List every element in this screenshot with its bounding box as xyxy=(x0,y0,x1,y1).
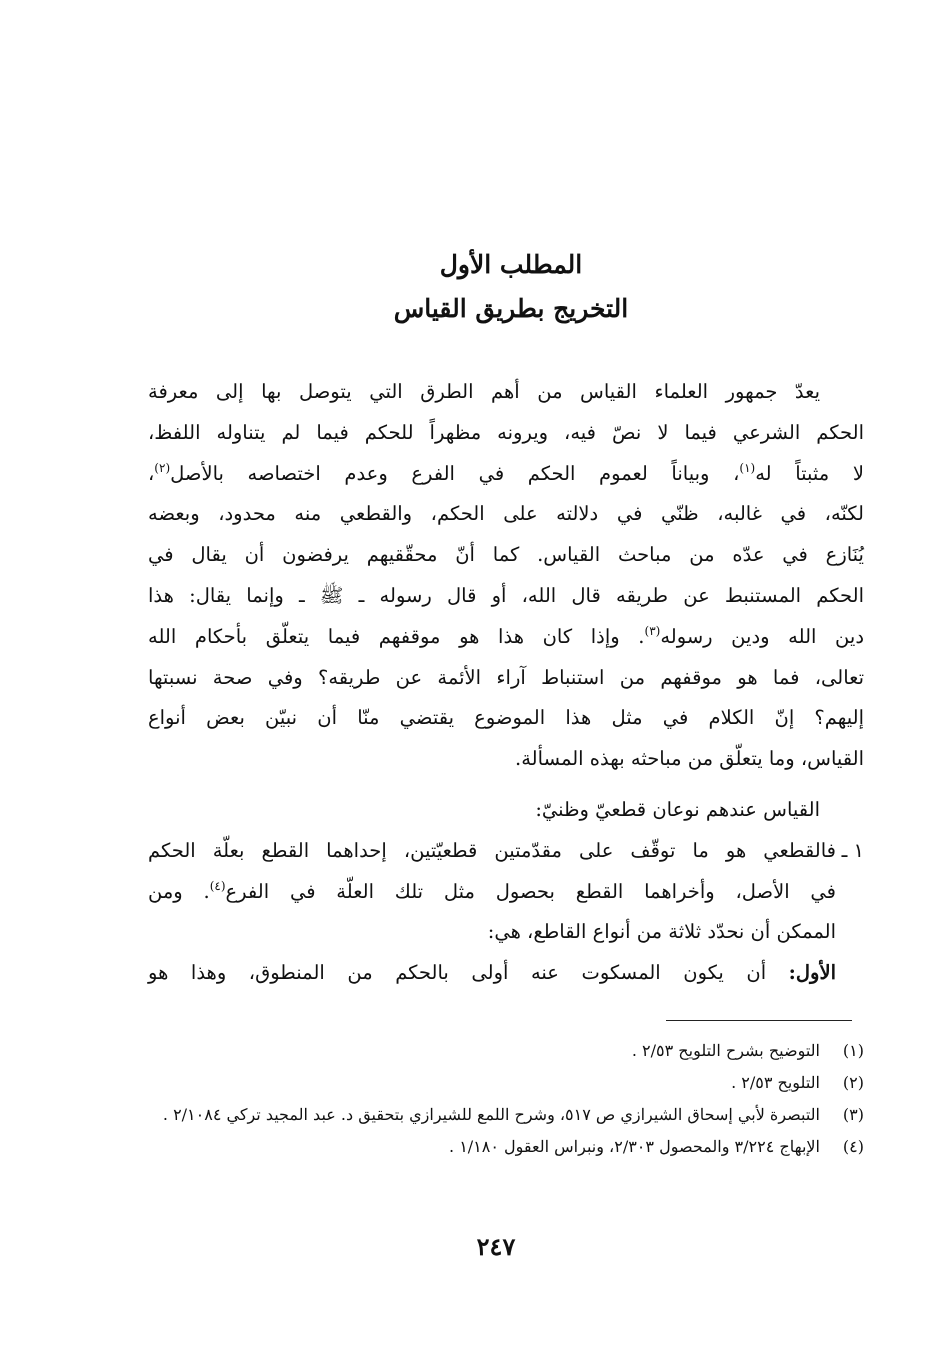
text-line: الممكن أن نحدّد ثلاثة من أنواع القاطع، هي: xyxy=(487,920,836,944)
footnote-ref[interactable]: (٢) xyxy=(154,460,171,475)
footnote-text: الإبهاج ٣/٢٢٤ والمحصول ٢/٣٠٣، ونبراس العقول ١/١٨٠ . xyxy=(449,1137,820,1156)
text-line: الحكم المستنبط عن طريقه قال الله، أو قال رسوله ـ ﷺ ـ وإنما يقال: هذا xyxy=(148,583,864,607)
text-line: القياس عندهم نوعان قطعيّ وظنيّ: xyxy=(535,797,820,821)
section-title: التخريج بطريق القياس xyxy=(393,294,629,323)
footnote-ref[interactable]: (١) xyxy=(739,460,756,475)
footnote-text: التوضيح بشرح التلويح ٢/٥٣ . xyxy=(631,1041,820,1060)
text-line: دين الله ودين رسوله$^{(٣)}$. وإذا كان هذا هو موقفهم فيما يتعلّق بأحكام الله xyxy=(148,623,865,648)
page-number: ٢٤٧ xyxy=(476,1232,516,1261)
footnote-ref[interactable]: (٤) xyxy=(209,878,226,893)
footnote-number: (٤) xyxy=(842,1137,864,1156)
footnote-text: التبصرة لأبي إسحاق الشيرازي ص ٥١٧، وشرح اللمع للشيرازي بتحقيق د. عبد المجيد تركي ٢/١٠٨٤ . xyxy=(162,1105,820,1124)
text-line: الحكم الشرعي فيما لا نصّ فيه، ويرونه مظهراً للحكم فيما لم يتناوله اللفظ، xyxy=(148,420,864,444)
body-text xyxy=(148,372,864,994)
footnote xyxy=(140,1067,864,1099)
paragraph-1 xyxy=(148,372,864,780)
text-line: الأول: أن يكون المسكوت عنه أولى بالحكم من المنطوق، وهذا هو xyxy=(148,961,836,985)
text-line: القياس، وما يتعلّق من مباحثه بهذه المسألة. xyxy=(515,747,864,771)
footnote-number: (٢) xyxy=(842,1073,864,1092)
footnote-number: (٣) xyxy=(842,1105,864,1124)
text-line: في الأصل، وأخراهما القطع بحصول مثل تلك العلّة في الفرع$^{(٤)}$. ومن xyxy=(148,878,836,903)
text-line: فالقطعي هو ما توقّف على مقدّمتين قطعيّتين، إحداهما القطع بعلّة الحكم xyxy=(148,838,836,862)
footnote xyxy=(140,1131,864,1163)
first-type-label: الأول: xyxy=(788,961,836,985)
section-heading: المطلب الأول xyxy=(439,250,583,279)
text-line: إليهم؟ إنّ الكلام في مثل هذا الموضوع يقتضي منّا أن نبيّن بعض أنواع xyxy=(148,706,864,730)
text-line: تعالى، فما هو موقفهم من استنباط آراء الأئمة عن طريقه؟ وفي صحة نسبتها xyxy=(148,665,864,689)
text-line: يُنَازع في عدّه من مباحث القياس. كما أنّ محقّقيهم يرفضون أن يقال في xyxy=(148,543,864,567)
list-item xyxy=(148,831,864,994)
footnote-text: التلويح ٢/٥٣ . xyxy=(731,1073,820,1092)
footnote xyxy=(140,1035,864,1067)
footnote-number: (١) xyxy=(842,1041,864,1060)
list-number: ١ ـ xyxy=(841,838,864,862)
text-line: لكنّه، في غالبه، ظنّي في دلالته على الحكم، والقطعي منه محدود، وبعضه xyxy=(148,502,864,526)
paragraph-2 xyxy=(148,790,864,831)
footnote xyxy=(140,1099,864,1131)
footnotes xyxy=(140,1035,864,1163)
footnote-ref[interactable]: (٣) xyxy=(644,623,661,638)
footnote-divider xyxy=(666,1020,852,1021)
text-line: لا مثبتاً له$^{(١)}$، وبياناً لعموم الحكم في الفرع وعدم اختصاصه بالأصل$^{(٢)}$، xyxy=(148,460,864,485)
text-line: يعدّ جمهور العلماء القياس من أهم الطرق التي يتوصل بها إلى معرفة xyxy=(148,380,820,403)
